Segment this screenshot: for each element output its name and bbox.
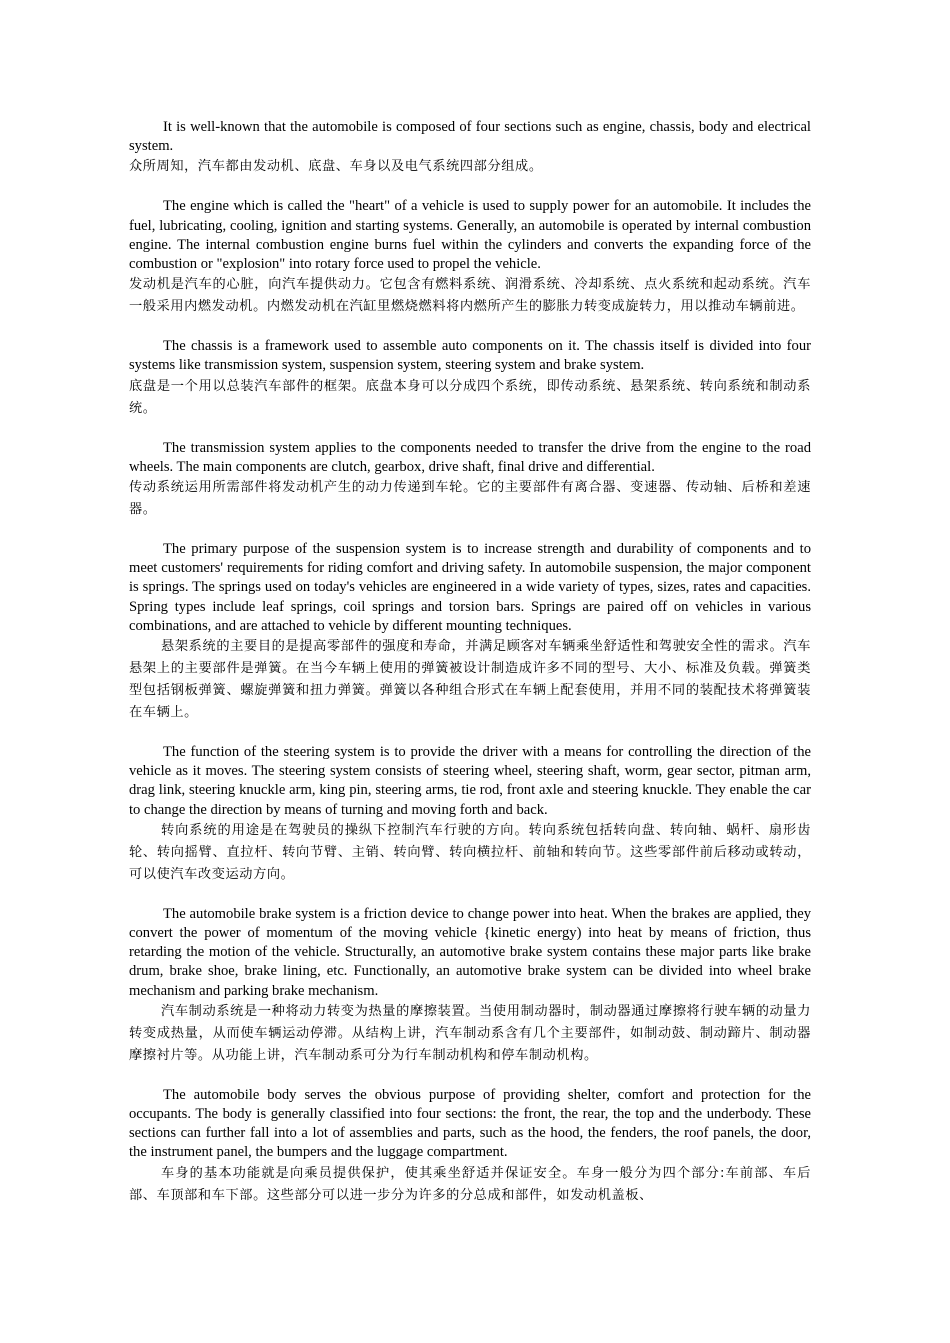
paragraph-gap: [129, 318, 811, 337]
paragraph-brake: [129, 905, 811, 1067]
paragraph-chassis: [129, 337, 811, 419]
paragraph-steering: [129, 743, 811, 886]
chinese-text: 汽车制动系统是一种将动力转变为热量的摩擦装置。当使用制动器时，制动器通过摩擦将行驶车辆的动量力转变成热量，从而使车辆运动停滞。从结构上讲，汽车制动系含有几个主要部件，如制动鼓、制动蹄片、制动器摩擦衬片等。从功能上讲，汽车制动系可分为行车制动机构和停车制动机构。: [129, 1003, 811, 1063]
english-text: The engine which is called the "heart" of a vehicle is used to supply power for an automobile. It includes the fuel, lubricating, cooling, ignition and starting systems. Generally, an automobile is operated by internal combustion engine. The internal combustion engine burns fuel within the cylinders and converts the expanding force of the combustion or "explosion" into rotary force used to propel the vehicle.: [129, 198, 811, 273]
paragraph-gap: [129, 521, 811, 540]
chinese-text: 车身的基本功能就是向乘员提供保护，使其乘坐舒适并保证安全。车身一般分为四个部分:车前部、车后部、车顶部和车下部。这些部分可以进一步分为许多的分总成和部件，如发动机盖板、: [129, 1165, 811, 1203]
paragraph-transmission: [129, 439, 811, 521]
chinese-text: 底盘是一个用以总装汽车部件的框架。底盘本身可以分成四个系统，即传动系统、悬架系统、转向系统和制动系统。: [129, 378, 811, 416]
paragraph-gap: [129, 724, 811, 743]
paragraph-overview: [129, 118, 811, 178]
english-text: The chassis is a framework used to assemble auto components on it. The chassis itself is divided into four systems like transmission system, suspension system, steering system and brake system.: [129, 338, 811, 374]
paragraph-gap: [129, 178, 811, 197]
chinese-text: 众所周知，汽车都由发动机、底盘、车身以及电气系统四部分组成。: [129, 159, 543, 175]
paragraph-suspension: [129, 540, 811, 724]
english-text: The transmission system applies to the components needed to transfer the drive from the engine to the road wheels. The main components are clutch, gearbox, drive shaft, final drive and differential.: [129, 439, 811, 475]
english-text: The function of the steering system is to provide the driver with a means for controlling the direction of the vehicle as it moves. The steering system consists of steering wheel, steering shaft, worm, gear sector, pitman arm, drag link, steering knuckle arm, king pin, steering arms, tie rod, front axle and steering knuckle. They enable the car to change the direction by means of turning and moving forth and back.: [129, 744, 811, 818]
document-page: [129, 118, 811, 1207]
paragraph-body: [129, 1086, 811, 1207]
paragraph-gap: [129, 886, 811, 905]
chinese-text: 悬架系统的主要目的是提高零部件的强度和寿命，并满足顾客对车辆乘坐舒适性和驾驶安全性的需求。汽车悬架上的主要部件是弹簧。在当今车辆上使用的弹簧被设计制造成许多不同的型号、大小、标准及负载。弹簧类型包括钢板弹簧、螺旋弹簧和扭力弹簧。弹簧以各种组合形式在车辆上配套使用，并用不同的装配技术将弹簧装在车辆上。: [129, 639, 811, 721]
paragraph-engine: [129, 197, 811, 318]
chinese-text: 转向系统的用途是在驾驶员的操纵下控制汽车行驶的方向。转向系统包括转向盘、转向轴、蜗杆、扇形齿轮、转向摇臂、直拉杆、转向节臂、主销、转向臂、转向横拉杆、前轴和转向节。这些零部件前后移动或转动，可以使汽车改变运动方向。: [129, 822, 811, 882]
paragraph-gap: [129, 420, 811, 439]
chinese-text: 传动系统运用所需部件将发动机产生的动力传递到车轮。它的主要部件有离合器、变速器、传动轴、后桥和差速器。: [129, 480, 811, 518]
english-text: The primary purpose of the suspension system is to increase strength and durability of components and to meet customers' requirements for riding comfort and driving safety. In automobile suspension, the major component is springs. The springs used on today's vehicles are engineered in a wide variety of types, sizes, rates and capacities. Spring types include leaf springs, coil springs and torsion bars. Springs are paired off on vehicles in various combinations, and are attached to vehicle by different mounting techniques.: [129, 541, 811, 634]
english-text: The automobile brake system is a friction device to change power into heat. When the brakes are applied, they convert the power of momentum of the moving vehicle {kinetic energy) into heat by means of friction, thus retarding the motion of the vehicle. Structurally, an automotive brake system contains these major parts like brake drum, brake shoe, brake lining, etc. Functionally, an automotive brake system can be divided into wheel brake mechanism and parking brake mechanism.: [129, 905, 811, 999]
english-text: The automobile body serves the obvious purpose of providing shelter, comfort and protection for the occupants. The body is generally classified into four sections: the front, the rear, the top and the underbody. These sections can further fall into a lot of assemblies and parts, such as the hood, the fenders, the roof panels, the door, the instrument panel, the bumpers and the luggage compartment.: [129, 1086, 811, 1161]
english-text: It is well-known that the automobile is composed of four sections such as engine, chassis, body and electrical system.: [129, 119, 811, 155]
chinese-text: 发动机是汽车的心脏，向汽车提供动力。它包含有燃料系统、润滑系统、冷却系统、点火系统和起动系统。汽车一般采用内燃发动机。内燃发动机在汽缸里燃烧燃料将内燃所产生的膨胀力转变成旋转力，用以推动车辆前进。: [129, 277, 811, 315]
paragraph-gap: [129, 1067, 811, 1086]
